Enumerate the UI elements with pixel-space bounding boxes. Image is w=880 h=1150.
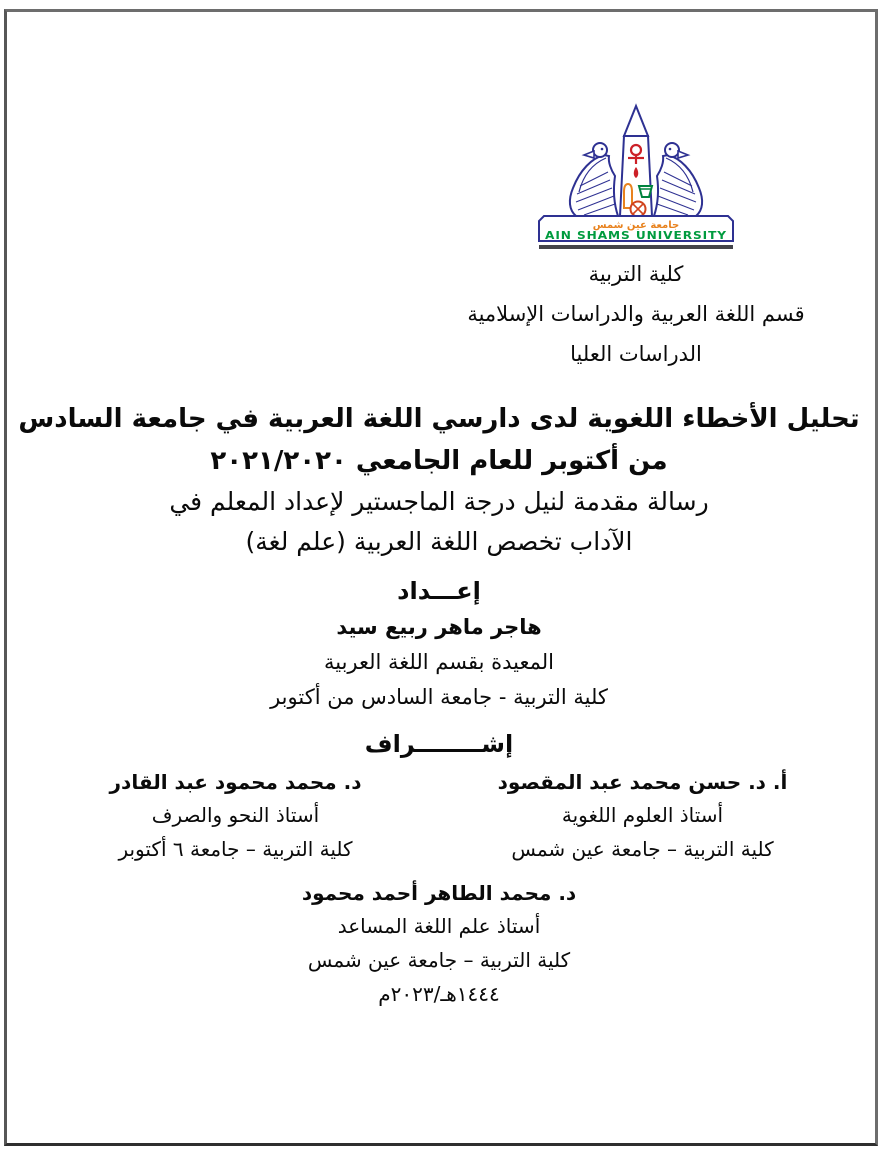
falcon-right-icon: [654, 143, 702, 216]
preparation-heading: إعـــداد: [397, 577, 481, 605]
supervisor-3-title: أستاذ علم اللغة المساعد: [337, 914, 541, 938]
supervisor-2-title: أستاذ النحو والصرف: [151, 803, 320, 827]
supervisor-2-affiliation: كلية التربية – جامعة ٦ أكتوبر: [118, 837, 353, 861]
thesis-subtitle: [6, 482, 872, 562]
supervisor-3-affiliation: كلية التربية – جامعة عين شمس: [307, 948, 571, 972]
publication-date: ١٤٤٤هـ/٢٠٢٣م: [378, 982, 500, 1006]
faculty-name: كلية التربية: [588, 262, 684, 286]
thesis-title-line1: تحليل الأخطاء اللغوية لدى دارسي اللغة العربية في جامعة السادس: [18, 404, 860, 434]
supervisor-3: [6, 878, 872, 1012]
supervisor-3-name: د. محمد الطاهر أحمد محمود: [301, 881, 577, 905]
thesis-subtitle-line2: الآداب تخصص اللغة العربية (علم لغة): [245, 527, 633, 556]
graduate-studies-label: الدراسات العليا: [570, 342, 702, 366]
logo-underline: [539, 245, 733, 249]
falcon-left-icon: [570, 143, 618, 216]
thesis-title: [6, 398, 872, 482]
author-name: هاجر ماهر ربيع سيد: [336, 615, 542, 639]
thesis-subtitle-line1: رسالة مقدمة لنيل درجة الماجستير لإعداد المعلم في: [169, 487, 709, 516]
obelisk-pyramidion: [624, 106, 648, 136]
thesis-title-line2: من أكتوبر للعام الجامعي ٢٠٢١/٢٠٢٠: [210, 446, 668, 476]
author-position: المعيدة بقسم اللغة العربية: [323, 650, 555, 674]
ain-shams-university-logo-icon: [536, 100, 736, 250]
vessel-icon: [639, 186, 652, 197]
mace-icon: [624, 184, 632, 208]
net-circle-icon: [631, 202, 646, 217]
supervisor-1-title: أستاذ العلوم اللغوية: [561, 803, 724, 827]
supervisor-1-name: أ. د. حسن محمد عبد المقصود: [497, 770, 788, 794]
supervisor-2: [32, 767, 439, 866]
supervisors-row: [32, 767, 846, 866]
supervisor-1: [439, 767, 846, 866]
department-name: قسم اللغة العربية والدراسات الإسلامية: [467, 302, 805, 326]
supervisor-1-affiliation: كلية التربية – جامعة عين شمس: [511, 837, 774, 861]
supervision-heading: إشــــــــراف: [364, 730, 514, 758]
logo-university-name-english: AIN SHAMS UNIVERSITY: [545, 230, 727, 242]
logo-university-name-arabic: جامعة عين شمس: [592, 220, 680, 231]
university-header: [426, 100, 846, 374]
page-content: [6, 12, 872, 1142]
supervisor-2-name: د. محمد محمود عبد القادر: [109, 770, 362, 794]
author-affiliation: كلية التربية - جامعة السادس من أكتوبر: [270, 685, 608, 709]
